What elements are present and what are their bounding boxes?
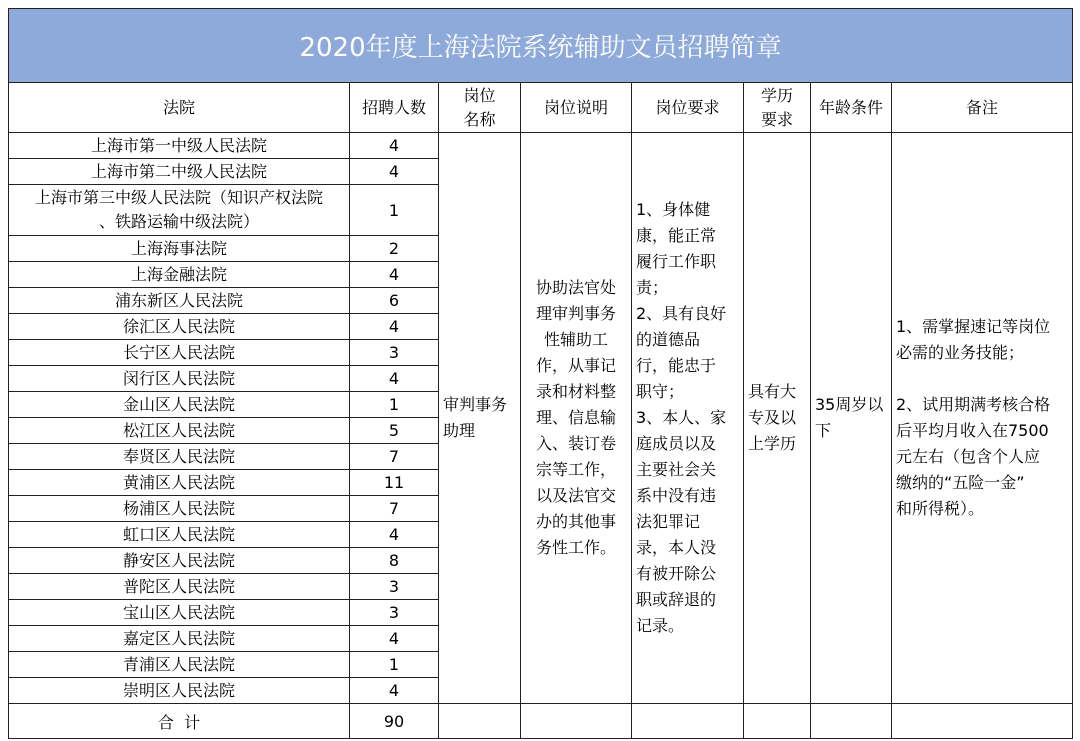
position-name-cell: 审判事务 助理 xyxy=(439,133,521,704)
position-desc-cell: 协助法官处 理审判事务 性辅助工 作，从事记 录和材料整 理、信息输 入、装订卷 宗等工作， 以及法官交 办的其他事 务性工作。 xyxy=(521,133,632,704)
page-title: 2020年度上海法院系统辅助文员招聘简章 xyxy=(9,9,1073,83)
recruit-count: 3 xyxy=(350,600,439,626)
court-name: 松江区人民法院 xyxy=(9,418,350,444)
education-cell: 具有大 专及以 上学历 xyxy=(744,133,811,704)
recruit-count: 3 xyxy=(350,340,439,366)
table-row xyxy=(9,133,1073,159)
total-row xyxy=(9,704,1073,739)
header-position-desc: 岗位说明 xyxy=(521,83,632,133)
recruit-count: 11 xyxy=(350,470,439,496)
recruit-count: 1 xyxy=(350,652,439,678)
position-req-cell: 1、身体健 康，能正常 履行工作职 责； 2、具有良好 的道德品 行，能忠于 职守； 3、本人、家 庭成员以及 主要社会关 系中没有违 法犯罪记 录，本人没 有被开除公 职或辞退的 记录。 xyxy=(632,133,744,704)
total-label: 合 计 xyxy=(9,704,350,739)
court-name: 徐汇区人民法院 xyxy=(9,314,350,340)
court-name: 上海市第三中级人民法院（知识产权法院 、铁路运输中级法院） xyxy=(9,185,350,236)
header-age: 年龄条件 xyxy=(811,83,892,133)
total-empty xyxy=(811,704,892,739)
recruit-count: 5 xyxy=(350,418,439,444)
header-education: 学历 要求 xyxy=(744,83,811,133)
court-name: 上海市第二中级人民法院 xyxy=(9,159,350,185)
recruit-count: 4 xyxy=(350,314,439,340)
recruit-count: 1 xyxy=(350,185,439,236)
header-court: 法院 xyxy=(9,83,350,133)
court-name: 崇明区人民法院 xyxy=(9,678,350,704)
header-position-name: 岗位 名称 xyxy=(439,83,521,133)
recruit-count: 4 xyxy=(350,262,439,288)
court-name: 金山区人民法院 xyxy=(9,392,350,418)
recruit-count: 7 xyxy=(350,444,439,470)
court-name: 宝山区人民法院 xyxy=(9,600,350,626)
recruit-count: 7 xyxy=(350,496,439,522)
header-row xyxy=(9,83,1073,133)
total-empty xyxy=(521,704,632,739)
court-name: 杨浦区人民法院 xyxy=(9,496,350,522)
court-name: 虹口区人民法院 xyxy=(9,522,350,548)
header-count: 招聘人数 xyxy=(350,83,439,133)
header-position-req: 岗位要求 xyxy=(632,83,744,133)
header-notes: 备注 xyxy=(892,83,1073,133)
notes-cell: 1、需掌握速记等岗位 必需的业务技能； 2、试用期满考核合格 后平均月收入在7500 元左右（包含个人应 缴纳的“五险一金” 和所得税）。 xyxy=(892,133,1073,704)
court-name: 青浦区人民法院 xyxy=(9,652,350,678)
court-name: 黄浦区人民法院 xyxy=(9,470,350,496)
recruit-count: 2 xyxy=(350,236,439,262)
court-name: 普陀区人民法院 xyxy=(9,574,350,600)
court-name: 长宁区人民法院 xyxy=(9,340,350,366)
total-count: 90 xyxy=(350,704,439,739)
recruit-count: 8 xyxy=(350,548,439,574)
total-empty xyxy=(632,704,744,739)
recruitment-table xyxy=(8,8,1073,739)
court-name: 上海海事法院 xyxy=(9,236,350,262)
court-name: 静安区人民法院 xyxy=(9,548,350,574)
court-name: 闵行区人民法院 xyxy=(9,366,350,392)
recruit-count: 3 xyxy=(350,574,439,600)
court-name: 嘉定区人民法院 xyxy=(9,626,350,652)
recruit-count: 4 xyxy=(350,626,439,652)
recruit-count: 6 xyxy=(350,288,439,314)
total-empty xyxy=(892,704,1073,739)
recruit-count: 4 xyxy=(350,366,439,392)
total-empty xyxy=(744,704,811,739)
recruit-count: 4 xyxy=(350,522,439,548)
court-name: 奉贤区人民法院 xyxy=(9,444,350,470)
recruit-count: 4 xyxy=(350,133,439,159)
recruit-count: 4 xyxy=(350,159,439,185)
court-name: 上海市第一中级人民法院 xyxy=(9,133,350,159)
recruit-count: 4 xyxy=(350,678,439,704)
court-name: 浦东新区人民法院 xyxy=(9,288,350,314)
total-empty xyxy=(439,704,521,739)
court-name: 上海金融法院 xyxy=(9,262,350,288)
recruit-count: 1 xyxy=(350,392,439,418)
recruitment-table-wrapper xyxy=(8,8,1072,739)
table-body xyxy=(9,133,1073,704)
age-cell: 35周岁以 下 xyxy=(811,133,892,704)
